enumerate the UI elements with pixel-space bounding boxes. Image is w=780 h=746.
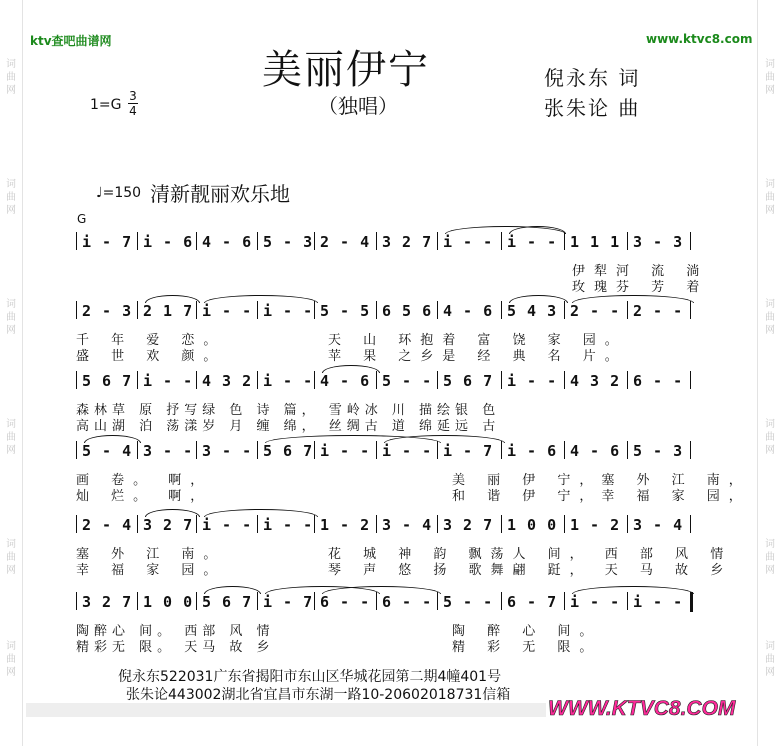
barline — [437, 515, 438, 533]
barline — [437, 441, 438, 459]
slur — [509, 295, 568, 303]
measure: 5 - - — [382, 372, 433, 390]
watermark-text: 词曲网 — [765, 59, 775, 96]
barline — [76, 232, 77, 250]
barline — [196, 371, 197, 389]
barline — [314, 232, 315, 250]
measure: 5 6 7 — [443, 372, 494, 390]
barline — [690, 515, 691, 533]
measure: 5 - 4 — [82, 442, 133, 460]
lyric-line: 玫瑰芬 芳 着 — [572, 280, 709, 295]
barline — [257, 592, 258, 610]
barline — [257, 301, 258, 319]
barline — [76, 371, 77, 389]
time-denominator: 4 — [129, 104, 137, 118]
lyric-line: 陶 醉 心 间。 — [452, 624, 602, 639]
barline — [76, 441, 77, 459]
measure: 5 - 3 — [263, 233, 314, 251]
logo-text: WWW.KTVC8.COM — [548, 697, 736, 719]
measure: i - - — [320, 442, 371, 460]
lyric-line: 灿 烂。 啊， — [76, 489, 213, 504]
footer-band — [26, 703, 546, 717]
measure: 5 - - — [443, 593, 494, 611]
measure: 3 - 4 — [633, 516, 684, 534]
measure: 6 - 7 — [507, 593, 558, 611]
barline — [314, 592, 315, 610]
lyric-line: 盛 世 欢 颜。 — [76, 349, 226, 364]
barline — [501, 441, 502, 459]
slur — [204, 295, 318, 303]
measure: 3 2 7 — [143, 516, 194, 534]
barline — [690, 301, 691, 319]
expression-mark: 清新靓丽欢乐地 — [150, 182, 290, 206]
barline — [376, 441, 377, 459]
barline — [76, 592, 77, 610]
measure: i - - — [202, 516, 253, 534]
lyric-line: 森林草 原 抒写绿 色 诗 篇， 雪岭冰 川 描绘银 色 — [76, 403, 501, 418]
measure: 1 - 2 — [570, 516, 621, 534]
barline — [690, 232, 691, 250]
measure: 3 - 3 — [633, 233, 684, 251]
measure: 5 6 7 — [263, 442, 314, 460]
measure: i - - — [263, 302, 314, 320]
tempo-mark: ♩=150 — [96, 185, 142, 201]
lyric-line: 精 彩 无 限。 — [452, 640, 602, 655]
lyric-line: 伊犁河 流 淌 — [572, 264, 709, 279]
barline — [627, 232, 628, 250]
barline — [376, 592, 377, 610]
measure: i - - — [507, 372, 558, 390]
watermark-text: 词曲网 — [765, 539, 775, 576]
watermark-text: 词曲网 — [765, 299, 775, 336]
barline — [564, 592, 565, 610]
measure: 1 - 2 — [320, 516, 371, 534]
measure: i - - — [202, 302, 253, 320]
lyric-line: 画 卷。 啊， — [76, 473, 213, 488]
measure: i - - — [507, 233, 558, 251]
lyric-line: 苹 果 之乡是 经 典 名 片。 — [328, 349, 627, 364]
barline — [437, 592, 438, 610]
barline — [257, 371, 258, 389]
site-url-right[interactable]: www.ktvc8.com — [646, 32, 753, 46]
barline — [627, 592, 628, 610]
song-subtitle: （独唱） — [318, 94, 398, 118]
measure: i - - — [143, 372, 194, 390]
barline — [257, 232, 258, 250]
measure: 6 - - — [382, 593, 433, 611]
watermark-text: 词曲网 — [765, 641, 775, 678]
measure: 5 - 5 — [320, 302, 371, 320]
measure: 2 - - — [570, 302, 621, 320]
slur — [572, 295, 694, 303]
slur — [204, 586, 261, 594]
slur — [204, 509, 318, 517]
barline — [564, 441, 565, 459]
time-signature — [128, 90, 138, 117]
measure: i - 6 — [143, 233, 194, 251]
barline — [627, 515, 628, 533]
barline — [196, 592, 197, 610]
barline — [76, 301, 77, 319]
lyric-line: 幸 福 家 园。 — [76, 563, 226, 578]
watermark-text: 词曲网 — [6, 179, 16, 216]
barline — [314, 371, 315, 389]
barline — [196, 301, 197, 319]
lyric-line: 美 丽 伊 宁，塞 外 江 南， — [452, 473, 751, 488]
slur — [384, 435, 505, 443]
barline — [437, 232, 438, 250]
watermark-text: 词曲网 — [6, 59, 16, 96]
watermark-text: 词曲网 — [6, 419, 16, 456]
barline — [501, 232, 502, 250]
slur — [145, 509, 200, 517]
measure: 4 3 2 — [202, 372, 253, 390]
lyric-line: 和 谐 伊 宁，幸 福 家 园， — [452, 489, 751, 504]
slur — [322, 365, 380, 373]
final-barline — [690, 592, 693, 612]
slur — [322, 586, 441, 594]
site-name-left[interactable]: ktv查吧曲谱网 — [30, 34, 112, 48]
barline — [314, 515, 315, 533]
watermark-text: 词曲网 — [6, 641, 16, 678]
lyric-line: 高山湖 泊 荡漾岁 月 缠 绵， 丝绸古 道 绵延远 古 — [76, 419, 501, 434]
slur — [572, 586, 694, 594]
barline — [564, 371, 565, 389]
measure: 4 3 2 — [570, 372, 621, 390]
lyric-line: 天 山 环抱着 富 饶 家 园。 — [328, 333, 627, 348]
watermark-text: 词曲网 — [765, 419, 775, 456]
measure: i - - — [633, 593, 684, 611]
barline — [376, 515, 377, 533]
measure: i - - — [570, 593, 621, 611]
barline — [137, 592, 138, 610]
measure: i - 7 — [263, 593, 314, 611]
barline — [314, 301, 315, 319]
measure: i - - — [263, 372, 314, 390]
key-signature: 1=G — [90, 97, 122, 113]
measure: 2 - 4 — [320, 233, 371, 251]
measure: 4 - 6 — [443, 302, 494, 320]
measure: 5 4 3 — [507, 302, 558, 320]
barline — [501, 515, 502, 533]
measure: 4 - 6 — [320, 372, 371, 390]
measure: 3 - 4 — [382, 516, 433, 534]
barline — [137, 441, 138, 459]
lyric-line: 千 年 爱 恋。 — [76, 333, 226, 348]
measure: 1 1 1 — [570, 233, 621, 251]
barline — [501, 301, 502, 319]
barline — [376, 301, 377, 319]
barline — [137, 371, 138, 389]
measure: 4 - 6 — [202, 233, 253, 251]
measure: i - 7 — [82, 233, 133, 251]
measure: 1 0 0 — [507, 516, 558, 534]
measure: i - - — [382, 442, 433, 460]
barline — [257, 515, 258, 533]
barline — [627, 441, 628, 459]
measure: 3 - - — [143, 442, 194, 460]
measure: 2 - - — [633, 302, 684, 320]
barline — [196, 441, 197, 459]
barline — [564, 515, 565, 533]
barline — [437, 301, 438, 319]
measure: 3 2 7 — [82, 593, 133, 611]
barline — [314, 441, 315, 459]
watermark-text: 词曲网 — [765, 179, 775, 216]
measure: 3 2 7 — [443, 516, 494, 534]
lyric-line: 琴 声 悠 扬 歌舞翩 跹， 天 马 故 乡 — [328, 563, 733, 578]
barline — [564, 301, 565, 319]
barline — [564, 232, 565, 250]
measure: i - - — [263, 516, 314, 534]
barline — [257, 441, 258, 459]
barline — [690, 371, 691, 389]
measure: 6 - - — [633, 372, 684, 390]
chord-symbol: G — [77, 212, 87, 226]
barline — [196, 232, 197, 250]
barline — [437, 371, 438, 389]
lyric-line: 塞 外 江 南。 — [76, 547, 226, 562]
measure: 6 5 6 — [382, 302, 433, 320]
barline — [76, 515, 77, 533]
measure: 4 - 6 — [570, 442, 621, 460]
watermark-text: 词曲网 — [6, 539, 16, 576]
right-watermark-strip — [757, 0, 780, 746]
lyric-line: 精彩无 限。 天马 故 乡 — [76, 640, 275, 655]
barline — [196, 515, 197, 533]
slur — [509, 226, 566, 234]
barline — [501, 371, 502, 389]
song-title: 美丽伊宁 — [262, 47, 430, 93]
composer-credit: 张朱论 曲 — [544, 96, 641, 120]
barline — [376, 232, 377, 250]
barline — [501, 592, 502, 610]
measure: i - 7 — [443, 442, 494, 460]
measure: 5 - 3 — [633, 442, 684, 460]
barline — [137, 232, 138, 250]
slur — [84, 435, 141, 443]
slur — [145, 295, 200, 303]
measure: 3 - - — [202, 442, 253, 460]
measure: i - - — [443, 233, 494, 251]
measure: 6 - - — [320, 593, 371, 611]
barline — [376, 371, 377, 389]
measure: 3 2 7 — [382, 233, 433, 251]
lyricist-address: 倪永东522031广东省揭阳市东山区华城花园第二期4幢401号 — [118, 669, 502, 685]
lyric-line: 陶醉心 间。 西部 风 情 — [76, 624, 275, 639]
barline — [137, 301, 138, 319]
barline — [137, 515, 138, 533]
barline — [690, 441, 691, 459]
barline — [627, 371, 628, 389]
ktvc8-logo[interactable] — [546, 697, 758, 719]
measure: 2 1 7 — [143, 302, 194, 320]
measure: 2 - 4 — [82, 516, 133, 534]
composer-address: 张朱论443002湖北省宜昌市东湖一路10-20602018731信箱 — [126, 687, 511, 703]
time-numerator: 3 — [129, 89, 137, 103]
measure: 5 6 7 — [82, 372, 133, 390]
barline — [627, 301, 628, 319]
lyricist-credit: 倪永东 词 — [544, 66, 641, 90]
watermark-text: 词曲网 — [6, 299, 16, 336]
measure: 1 0 0 — [143, 593, 194, 611]
lyric-line: 花 城 神 韵 飘荡人 间， 西 部 风 情 — [328, 547, 733, 562]
measure: 5 6 7 — [202, 593, 253, 611]
measure: i - 6 — [507, 442, 558, 460]
left-watermark-strip — [0, 0, 23, 746]
measure: 2 - 3 — [82, 302, 133, 320]
